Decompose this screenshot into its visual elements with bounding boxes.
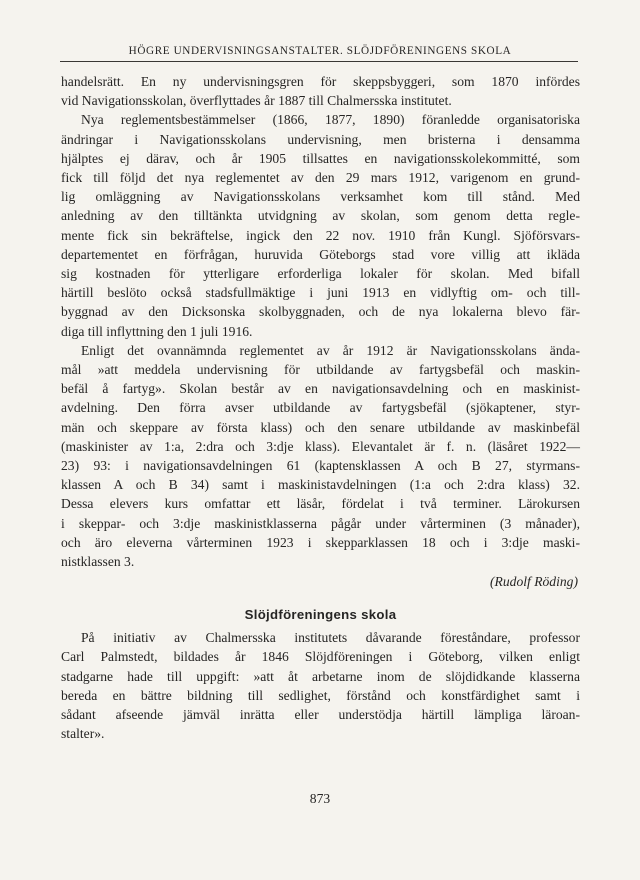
text-line: anledning av den tilltänkta utvidgning av skolan, som genom detta regle- — [61, 208, 580, 224]
text-line: departementet en förfrågan, huruvida Göteborgs stad vore villig att ikläda — [61, 246, 580, 262]
text-line: härtill beslöto också stadsfullmäktige i juni 1913 en vidlyftig om- och till- — [61, 285, 580, 301]
text-line: (maskinister av 1:a, 2:dra och 3:dje klass). Elevantalet är f. n. (läsåret 1922— — [61, 438, 580, 454]
text-line: stalter». — [61, 726, 105, 742]
text-line: På initiativ av Chalmersska institutets dåvarande föreståndare, professor — [81, 630, 580, 646]
text-line: hjälptes ej därav, och år 1905 tillsattes en navigationsskolekommitté, som — [61, 150, 580, 166]
text-line: befäl å fartyg». Skolan består av en navigationsavdelning och en maskinist- — [61, 381, 580, 397]
text-line: stadgarne hade till uppgift: »att åt arbetarne inom de slöjdidkande klasserna — [61, 668, 580, 684]
text-line: fick till följd det nya reglementet av den 29 mars 1912, varigenom en grund- — [61, 170, 580, 186]
header-rule — [60, 61, 578, 62]
paragraph-1 — [61, 72, 580, 110]
section-paragraph — [61, 628, 580, 743]
text-line: bereda en bättre bildning till sedlighet, förstånd och konstfärdighet samt i — [61, 687, 580, 703]
text-line: män och skeppare av första klass) och den senare utbildande av maskinbefäl — [61, 419, 580, 435]
page-number: 873 — [309, 791, 331, 806]
text-line: Carl Palmstedt, bildades år 1846 Slöjdföreningen i Göteborg, vilken enligt — [61, 649, 580, 665]
text-line: och äro eleverna vårterminen 1923 i skepparklassen 18 och i 3:dje maski- — [61, 534, 580, 550]
text-line: mente fick sin bekräftelse, ingick den 22 nov. 1910 från Kungl. Sjöförsvars- — [61, 227, 580, 243]
section-heading: Slöjdföreningens skola — [244, 607, 397, 623]
text-line: byggnad av den Dicksonska skolbyggnaden, och de nya lokalerna blevo fär- — [61, 304, 580, 320]
body-text — [61, 72, 580, 744]
text-line: nistklassen 3. — [61, 554, 135, 570]
running-head: HÖGRE UNDERVISNINGSANSTALTER. SLÖJDFÖRENINGENS SKOLA — [128, 45, 512, 57]
text-line: diga till inflyttning den 1 juli 1916. — [61, 323, 253, 339]
text-line: sig kostnaden för ytterligare erforderliga lokaler för skolan. Med bifall — [61, 266, 580, 282]
text-line: vid Navigationsskolan, överflyttades år 1887 till Chalmersska institutet. — [61, 93, 452, 109]
paragraph-2 — [61, 110, 580, 340]
text-line: 23) 93: i navigationsavdelningen 61 (kaptensklassen A och B 27, styrmans- — [61, 458, 580, 474]
text-line: Dessa elevers kurs omfattar ett läsår, fördelat i två terminer. Lärokursen — [61, 496, 580, 512]
text-line: i skeppar- och 3:dje maskinistklasserna pågår under vårterminen (3 månader), — [61, 515, 580, 531]
text-line: mål »att meddela undervisning för utbildande av fartygsbefäl och maskin- — [61, 362, 580, 378]
text-line: Enligt det ovannämnda reglementet av år 1912 är Navigationsskolans ända- — [81, 342, 580, 358]
paragraph-3 — [61, 341, 580, 571]
text-line: sådant afseende jämväl inrätta eller understödja härtill lämpliga läroan- — [61, 707, 580, 723]
text-line: Nya reglementsbestämmelser (1866, 1877, 1890) föranledde organisatoriska — [81, 112, 580, 128]
text-line: klassen A och B 34) samt i maskinistavdelningen (1:a och 2:dra klass) 32. — [61, 477, 580, 493]
text-line: lig omläggning av Navigationsskolans verksamhet kom till stånd. Med — [61, 189, 580, 205]
text-line: avdelning. Den förra avser utbildande av fartygsbefäl (sjökaptener, styr- — [61, 400, 580, 416]
text-line: ändringar i Navigationsskolans undervisning, men bristerna i densamma — [61, 131, 580, 147]
author-signature: (Rudolf Röding) — [490, 574, 578, 590]
text-line: handelsrätt. En ny undervisningsgren för skeppsbyggeri, som 1870 infördes — [61, 74, 580, 89]
